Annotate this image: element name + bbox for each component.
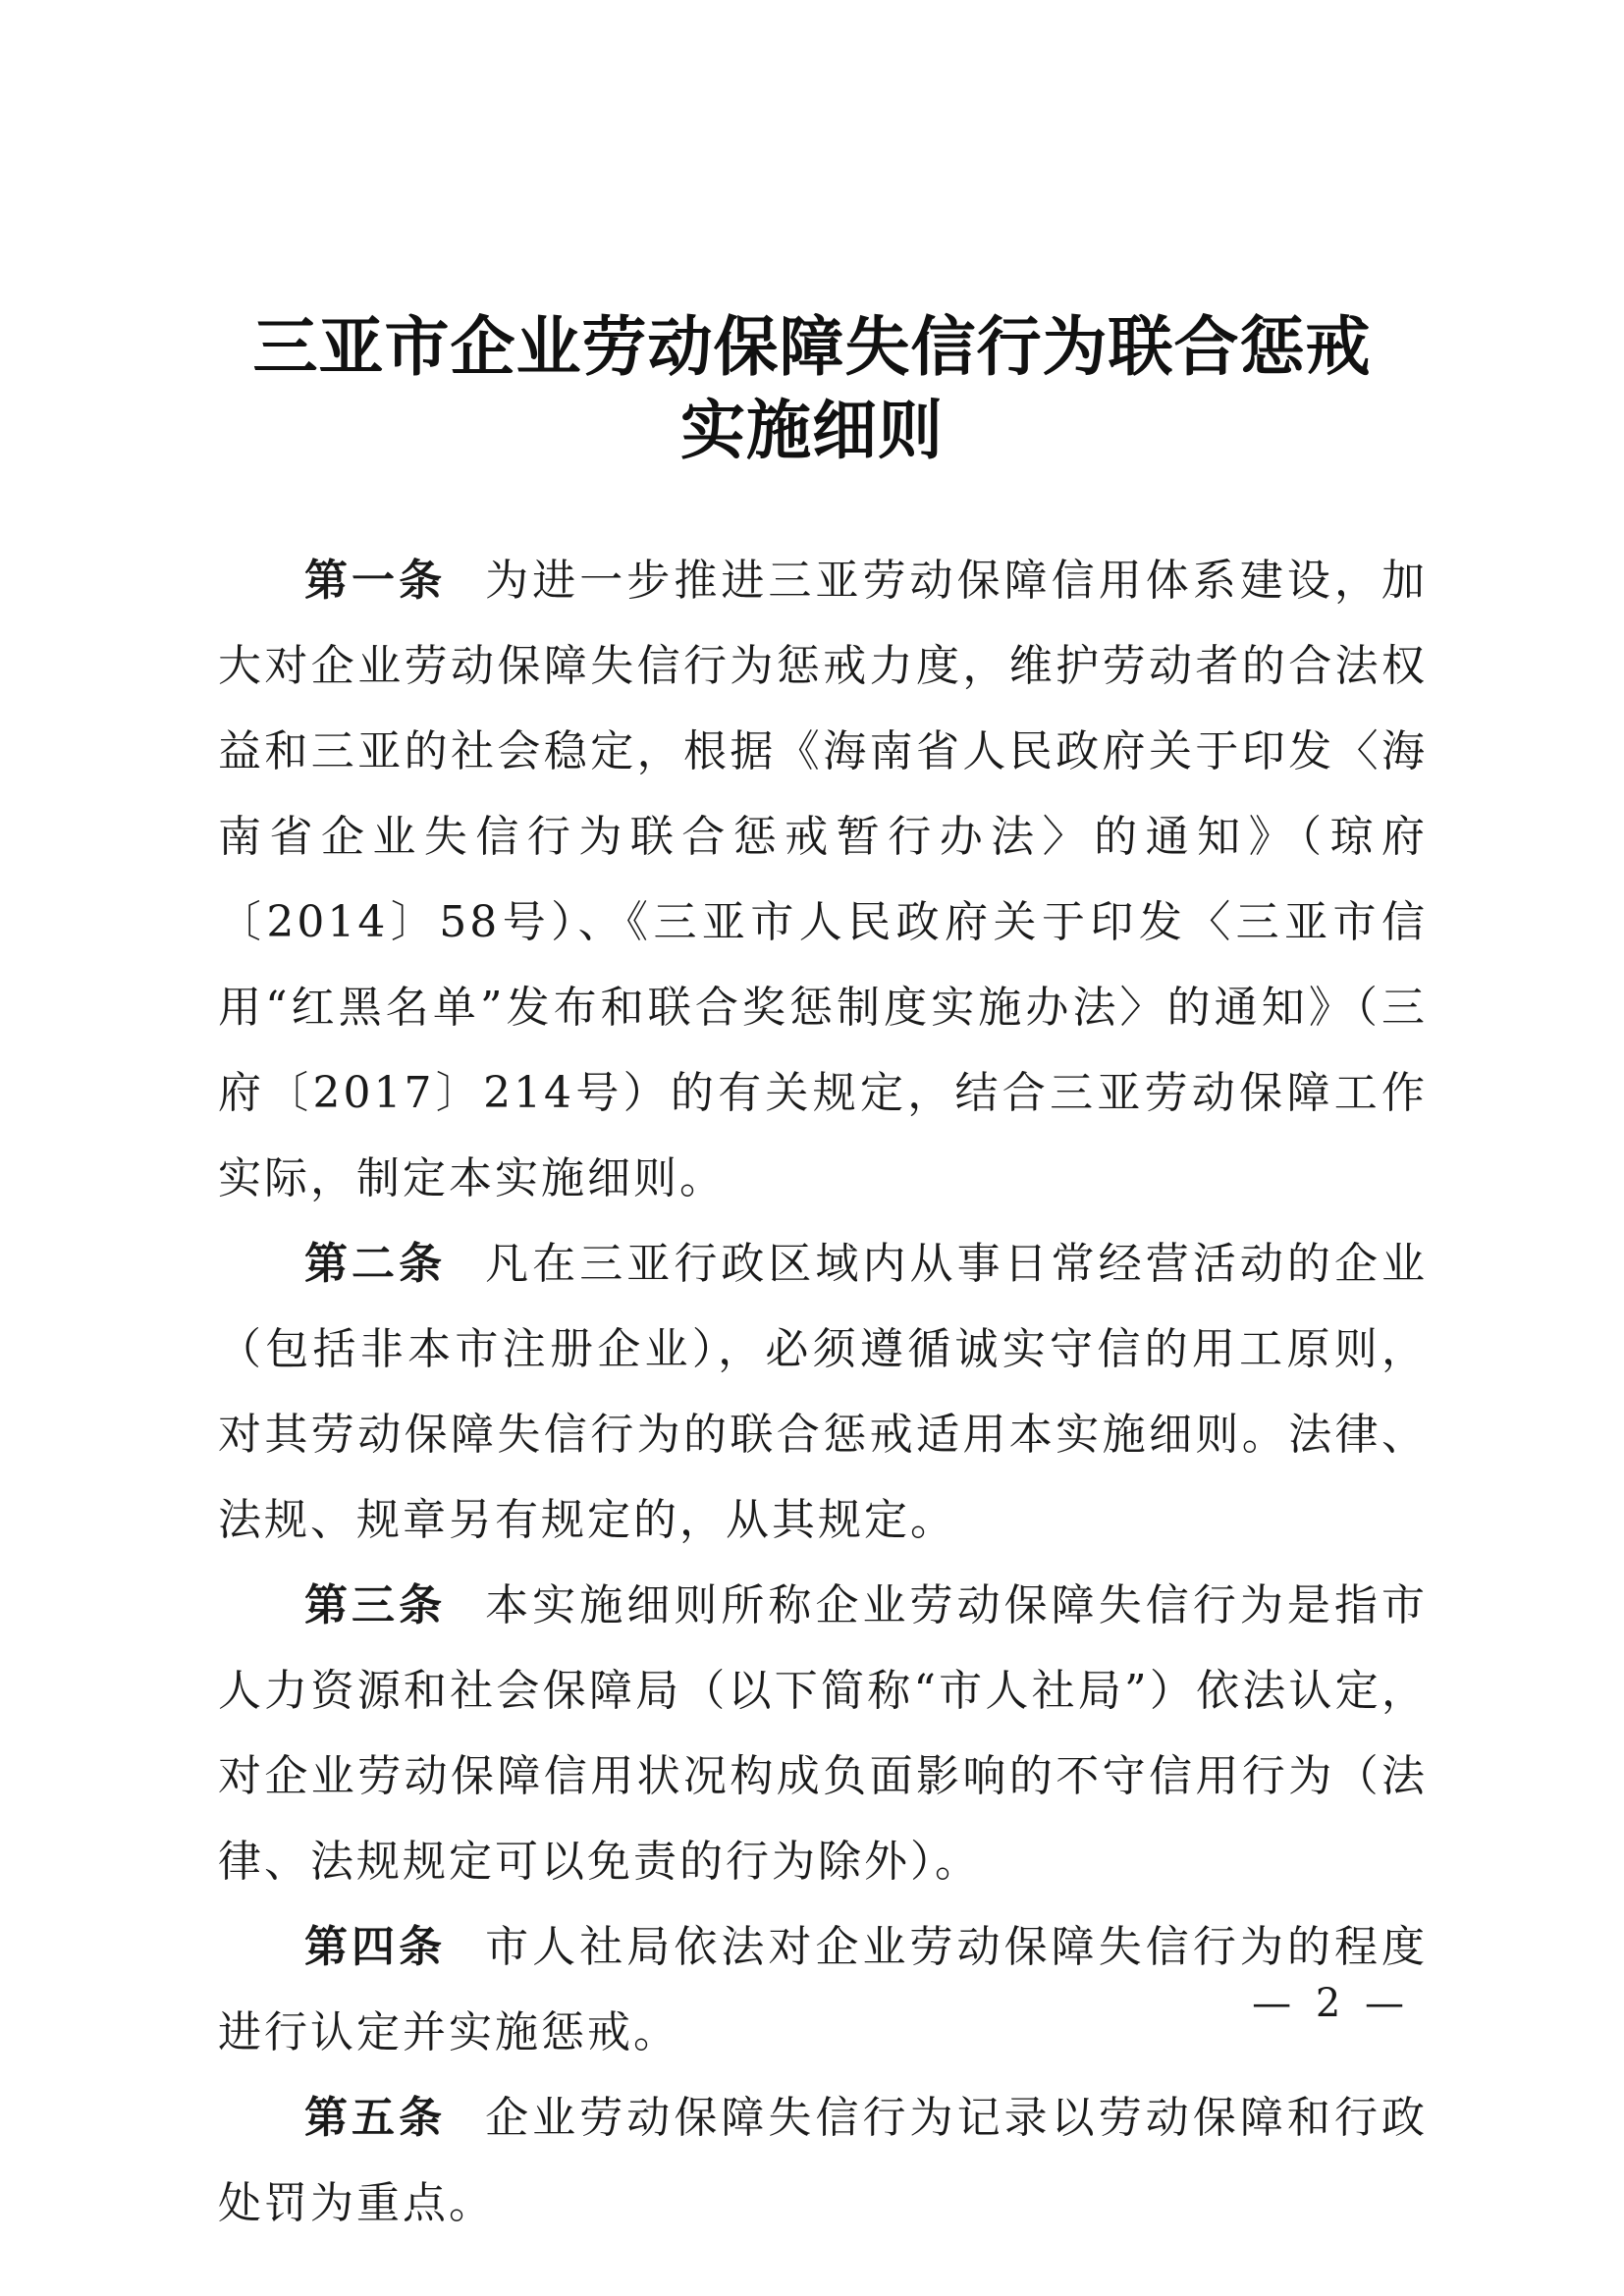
article-4-heading: 第四条	[304, 1922, 447, 1972]
article-2-text: 凡在三亚行政区域内从事日常经营活动的企业（包括非本市注册企业），必须遵循诚实守信的用工原则，对其劳动保障失信行为的联合惩戒适用本实施细则。法律、法规、规章另有规定的，从其规定。	[218, 1239, 1429, 1545]
article-3-text: 本实施细则所称企业劳动保障失信行为是指市人力资源和社会保障局（以下简称“市人社局”）依法认定，对企业劳动保障信用状况构成负面影响的不守信用行为（法律、法规规定可以免责的行为除外）。	[218, 1580, 1429, 1887]
article-3-heading: 第三条	[304, 1580, 447, 1630]
article-5-text: 企业劳动保障失信行为记录以劳动保障和行政处罚为重点。	[218, 2093, 1429, 2228]
document-title-line-1: 三亚市企业劳动保障失信行为联合惩戒	[252, 309, 1372, 385]
article-4	[218, 1904, 1428, 2075]
document-title-line-2: 实施细则	[680, 393, 944, 468]
article-3	[218, 1563, 1428, 1904]
article-1-text: 为进一步推进三亚劳动保障信用体系建设，加大对企业劳动保障失信行为惩戒力度，维护劳动者的合法权益和三亚的社会稳定，根据《海南省人民政府关于印发〈海南省企业失信行为联合惩戒暂行办法〉的通知》（琼府〔2014〕58号）、《三亚市人民政府关于印发〈三亚市信用“红黑名单”发布和联合奖惩制度实施办法〉的通知》（三府〔2017〕214号）的有关规定，结合三亚劳动保障工作实际，制定本实施细则。	[218, 556, 1429, 1203]
page-number: — 2 —	[1252, 1981, 1410, 2026]
article-4-text: 市人社局依法对企业劳动保障失信行为的程度进行认定并实施惩戒。	[218, 1922, 1429, 2057]
article-2-heading: 第二条	[304, 1239, 447, 1289]
article-1	[218, 538, 1428, 1221]
article-1-heading: 第一条	[304, 556, 447, 606]
article-2	[218, 1221, 1428, 1563]
document-body	[218, 538, 1428, 2246]
article-5-heading: 第五条	[304, 2093, 447, 2143]
article-5	[218, 2075, 1428, 2246]
